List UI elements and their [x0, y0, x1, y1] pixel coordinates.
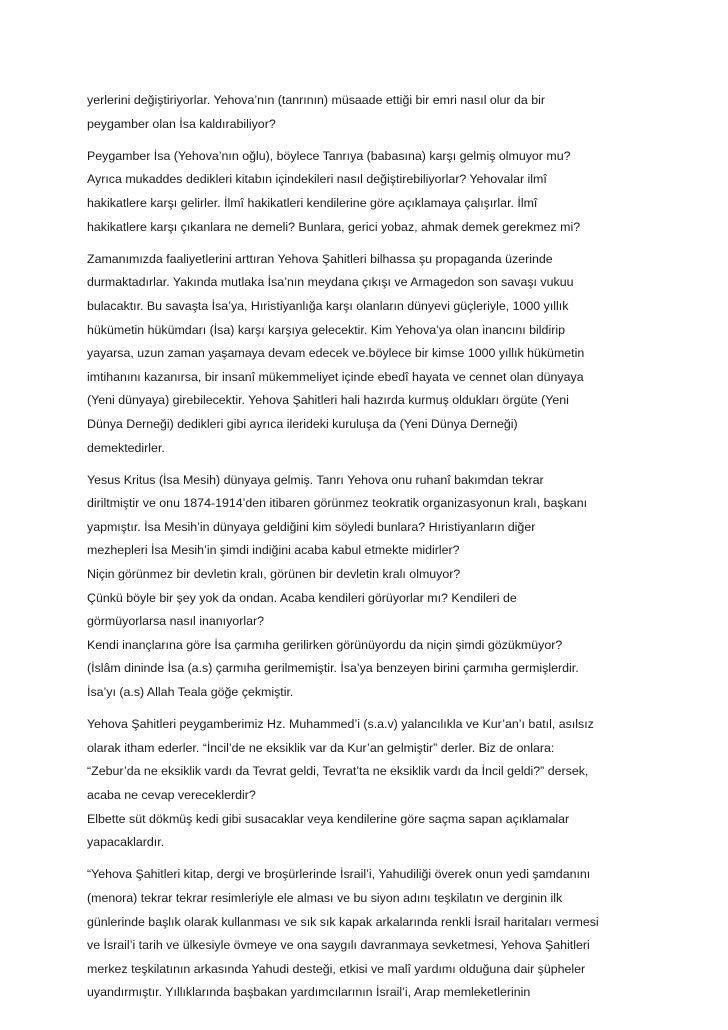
text-line: demektedirler. — [87, 440, 165, 455]
document-page — [87, 89, 647, 1014]
text-line: Ayrıca mukaddes dedikleri kitabın içindekileri nasıl değiştirebiliyorlar? Yehovalar ilmî — [87, 172, 547, 187]
text-line: ve İsrail’i tarih ve ülkesiyle övmeye ve ona saygılı davranmaya sevketmesi, Yehova Şahitleri — [87, 938, 590, 953]
paragraph-1 — [87, 89, 647, 136]
paragraph-3 — [87, 248, 647, 460]
text-line: mezhepleri İsa Mesih’in şimdi indiğini acaba kabul etmekte midirler? — [87, 543, 460, 558]
text-line: yapmıştır. İsa Mesih’in dünyaya geldiğini kim söyledi bunlara? Hıristiyanların diğer — [87, 519, 536, 534]
paragraph-2 — [87, 145, 647, 239]
text-line: bulacaktır. Bu savaşta İsa’ya, Hıristiyanlığa karşı olanların dünyevi güçleriyle, 1000 yıllık — [87, 298, 569, 313]
text-line: diriltmiştir ve onu 1874-1914’den itibaren görünmez teokratik organizasyonun kralı, başkanı — [87, 496, 588, 511]
paragraph-5 — [87, 713, 647, 855]
text-line: uyandırmıştır. Yıllıklarında başbakan yardımcılarının İsrail’i, Arap memleketlerinin — [87, 985, 531, 1000]
text-line: durmaktadırlar. Yakında mutlaka İsa’nın meydana çıkışı ve Armagedon son savaşı vukuu — [87, 275, 574, 290]
text-line: “Zebur’da ne eksiklik vardı da Tevrat geldi, Tevrat’ta ne eksiklik vardı da İncil geldi?” dersek, — [87, 764, 589, 779]
text-line: “Yehova Şahitleri kitap, dergi ve broşürlerinde İsrail’i, Yahudiliği överek onun yedi şamdanını — [87, 867, 591, 882]
text-line: yayarsa, uzun zaman yaşamaya devam edecek ve.böylece bir kimse 1000 yıllık hükümetin — [87, 346, 585, 361]
text-line: peygamber olan İsa kaldırabiliyor? — [87, 116, 276, 131]
text-line: Çünkü böyle bir şey yok da ondan. Acaba kendileri görüyorlar mı? Kendileri de — [87, 590, 517, 605]
text-line: (İslâm dininde İsa (a.s) çarmıha gerilmemiştir. İsa’ya benzeyen birini çarmıha germişlerdir. — [87, 661, 579, 676]
text-line: acaba ne cevap vereceklerdir? — [87, 788, 256, 802]
text-line: yerlerini değiştiriyorlar. Yehova’nın (tanrının) müsaade ettiği bir emri nasıl olur da bir — [87, 93, 545, 107]
text-line: yapacaklardır. — [87, 835, 165, 850]
text-line: Peygamber İsa (Yehova’nın oğlu), böylece Tanrıya (babasına) karşı gelmiş olmuyor mu? — [87, 148, 571, 163]
text-line: (Yeni dünyaya) girebilecektir. Yehova Şahitleri hali hazırda kurmuş oldukları örgüte (Yeni — [87, 393, 569, 408]
text-line: hakikatlere karşı gelirler. İlmî hakikatleri kendilerine göre açıklamaya çalışırlar. İlmî — [87, 195, 538, 210]
paragraph-6 — [87, 863, 647, 1005]
text-line: imtihanını kazanırsa, bir insanî mükemmeliyet içinde ebedî hayata ve cennet olan dünyaya — [87, 369, 584, 384]
text-line: görmüyorlarsa nasıl inanıyorlar? — [87, 614, 264, 629]
text-line: hakikatlere karşı çıkanlara ne demeli? Bunlara, gerici yobaz, ahmak demek gerekmez mi? — [87, 219, 581, 234]
text-line: hükümetin hükümdarı (İsa) karşı karşıya gelecektir. Kim Yehova’ya olan inancını bildirip — [87, 322, 565, 337]
text-line: Dünya Derneği) dedikleri gibi ayrıca ilerideki kuruluşa da (Yeni Dünya Derneği) — [87, 416, 518, 431]
text-line: olarak itham ederler. “İncil’de ne eksiklik var da Kur’an gelmiştir” derler. Biz de onlara: — [87, 740, 555, 755]
text-line: Yehova Şahitleri peygamberimiz Hz. Muhammed’i (s.a.v) yalancılıkla ve Kur’an’ı batıl, asılsız — [87, 717, 594, 732]
text-line: (menora) tekrar tekrar resimleriyle ele alması ve bu siyon adını teşkilatın ve derginin ilk — [87, 890, 563, 905]
text-line: Kendi inançlarına göre İsa çarmıha gerilirken görünüyordu da niçin şimdi gözükmüyor? — [87, 637, 563, 652]
paragraph-4 — [87, 469, 647, 705]
text-line: günlerinde başlık olarak kullanması ve sık sık kapak arkalarında renkli İsrail haritaları vermesi — [87, 914, 599, 929]
text-line: İsa’yı (a.s) Allah Teala göğe çekmiştir. — [87, 685, 294, 700]
text-line: Yesus Kritus (İsa Mesih) dünyaya gelmiş. Tanrı Yehova onu ruhanî bakımdan tekrar — [87, 472, 544, 487]
text-line: merkez teşkilatının arkasında Yahudi desteği, etkisi ve malî yardımı olduğuna dair şüpheler — [87, 961, 586, 976]
text-line: Elbette süt dökmüş kedi gibi susacaklar veya kendilerine göre saçma sapan açıklamalar — [87, 811, 570, 826]
text-line: Zamanımızda faaliyetlerini arttıran Yehova Şahitleri bilhassa şu propaganda üzerinde — [87, 251, 553, 266]
text-line: Niçin görünmez bir devletin kralı, görünen bir devletin kralı olmuyor? — [87, 567, 461, 582]
